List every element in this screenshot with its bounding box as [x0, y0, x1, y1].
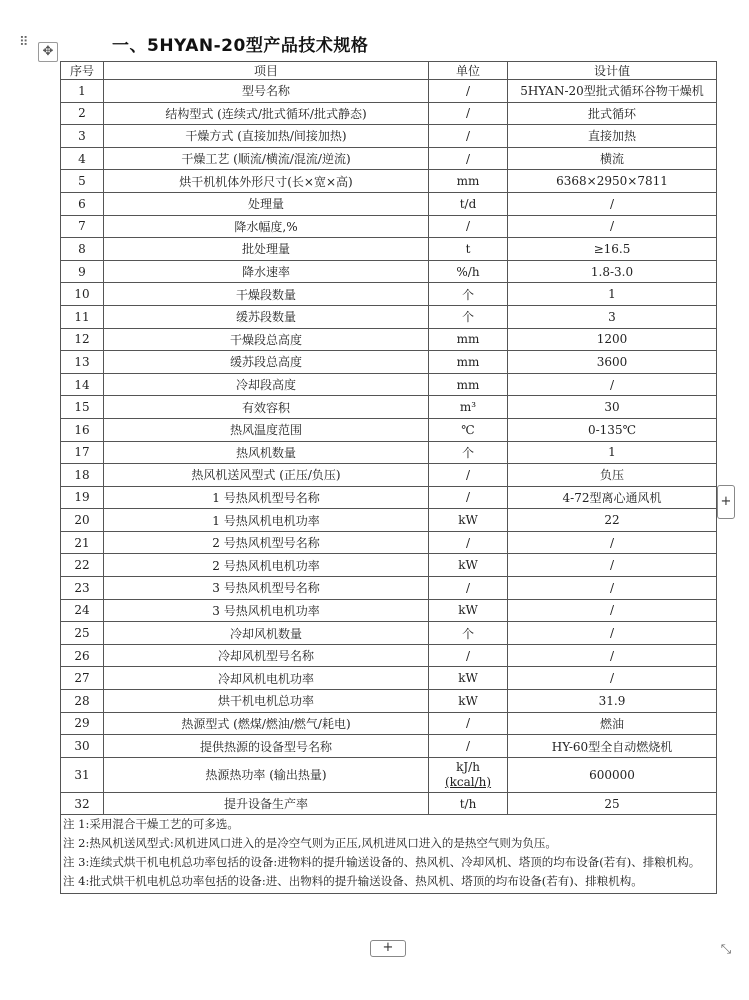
cell-value: 1200	[508, 328, 717, 351]
table-row	[61, 170, 717, 193]
cell-unit: t/d	[429, 192, 508, 215]
table-move-icon[interactable]: ✥	[38, 42, 58, 62]
table-body	[61, 80, 717, 758]
cell-no: 13	[61, 351, 104, 374]
cell-value: 直接加热	[508, 125, 717, 148]
cell-item: 提供热源的设备型号名称	[104, 735, 429, 758]
cell-no: 2	[61, 102, 104, 125]
cell-no: 6	[61, 192, 104, 215]
cell-unit: /	[429, 486, 508, 509]
table-row	[61, 418, 717, 441]
cell-item: 热风机送风型式 (正压/负压)	[104, 464, 429, 487]
add-row-button[interactable]: +	[370, 940, 406, 957]
cell-no: 27	[61, 667, 104, 690]
cell-item: 干燥段数量	[104, 283, 429, 306]
cell-unit: 个	[429, 441, 508, 464]
notes-cell	[61, 815, 717, 894]
cell-no: 18	[61, 464, 104, 487]
cell-value: /	[508, 215, 717, 238]
table-row	[61, 599, 717, 622]
cell-no: 21	[61, 531, 104, 554]
cell-value: 30	[508, 396, 717, 419]
table-row	[61, 147, 717, 170]
cell-item: 冷却风机型号名称	[104, 644, 429, 667]
cell-item: 1 号热风机电机功率	[104, 509, 429, 532]
cell-unit: /	[429, 712, 508, 735]
cell-value: /	[508, 644, 717, 667]
cell-value: 5HYAN-20型批式循环谷物干燥机	[508, 80, 717, 103]
cell-item: 提升设备生产率	[104, 792, 429, 815]
header-item: 项目	[104, 62, 429, 80]
cell-unit: m³	[429, 396, 508, 419]
cell-item: 烘干机电机总功率	[104, 690, 429, 713]
cell-unit: /	[429, 102, 508, 125]
unit-line-1: kJ/h	[456, 759, 480, 774]
table-row	[61, 712, 717, 735]
cell-item: 烘干机机体外形尺寸(长×宽×高)	[104, 170, 429, 193]
cell-unit: /	[429, 147, 508, 170]
cell-value: /	[508, 373, 717, 396]
cell-value: 31.9	[508, 690, 717, 713]
cell-no: 17	[61, 441, 104, 464]
cell-item: 热风机数量	[104, 441, 429, 464]
cell-no: 24	[61, 599, 104, 622]
cell-value: /	[508, 667, 717, 690]
cell-unit: ℃	[429, 418, 508, 441]
cell-item: 批处理量	[104, 238, 429, 261]
cell-unit: 个	[429, 622, 508, 645]
cell-no: 30	[61, 735, 104, 758]
cell-value: ≥16.5	[508, 238, 717, 261]
note-1: 注 1:采用混合干燥工艺的可多选。	[63, 817, 239, 832]
cell-value: 6368×2950×7811	[508, 170, 717, 193]
cell-unit: /	[429, 644, 508, 667]
table-resize-icon[interactable]: ⤡	[720, 942, 732, 957]
cell-value: 4-72型离心通风机	[508, 486, 717, 509]
cell-no: 11	[61, 305, 104, 328]
cell-unit: /	[429, 215, 508, 238]
cell-value: /	[508, 192, 717, 215]
cell-item: 干燥方式 (直接加热/间接加热)	[104, 125, 429, 148]
cell-no: 15	[61, 396, 104, 419]
cell-unit: t/h	[429, 792, 508, 815]
table-row	[61, 215, 717, 238]
cell-no: 7	[61, 215, 104, 238]
cell-no: 9	[61, 260, 104, 283]
table-row	[61, 125, 717, 148]
cell-item: 冷却段高度	[104, 373, 429, 396]
cell-item: 缓苏段数量	[104, 305, 429, 328]
cell-item: 热源型式 (燃煤/燃油/燃气/耗电)	[104, 712, 429, 735]
cell-no: 20	[61, 509, 104, 532]
cell-no: 16	[61, 418, 104, 441]
table-row	[61, 102, 717, 125]
cell-item: 结构型式 (连续式/批式循环/批式静态)	[104, 102, 429, 125]
table-row	[61, 644, 717, 667]
drag-handle-icon[interactable]: ⠿	[19, 35, 27, 50]
cell-unit: 个	[429, 283, 508, 306]
cell-unit: kW	[429, 667, 508, 690]
unit-line-2: (kcal/h)	[444, 774, 492, 789]
table-row	[61, 577, 717, 600]
table-row	[61, 509, 717, 532]
cell-unit: /	[429, 577, 508, 600]
cell-no: 31	[61, 757, 104, 792]
table-row	[61, 441, 717, 464]
cell-item: 2 号热风机型号名称	[104, 531, 429, 554]
cell-no: 23	[61, 577, 104, 600]
header-no: 序号	[61, 62, 104, 80]
cell-value: 3	[508, 305, 717, 328]
cell-unit: %/h	[429, 260, 508, 283]
table-row	[61, 735, 717, 758]
cell-value: 1	[508, 283, 717, 306]
cell-value: 25	[508, 792, 717, 815]
cell-unit: mm	[429, 328, 508, 351]
table-row	[61, 328, 717, 351]
cell-unit: mm	[429, 170, 508, 193]
table-row	[61, 464, 717, 487]
cell-unit: mm	[429, 351, 508, 374]
cell-no: 1	[61, 80, 104, 103]
cell-item: 干燥段总高度	[104, 328, 429, 351]
cell-item: 2 号热风机电机功率	[104, 554, 429, 577]
cell-no: 28	[61, 690, 104, 713]
cell-unit: t	[429, 238, 508, 261]
table-row	[61, 260, 717, 283]
cell-no: 19	[61, 486, 104, 509]
cell-item: 降水幅度,%	[104, 215, 429, 238]
cell-unit: /	[429, 464, 508, 487]
cell-unit: /	[429, 125, 508, 148]
cell-unit: /	[429, 735, 508, 758]
cell-no: 12	[61, 328, 104, 351]
cell-unit: /	[429, 531, 508, 554]
cell-value: 1	[508, 441, 717, 464]
note-3: 注 3:连续式烘干机电机总功率包括的设备:进物料的提升输送设备的、热风机、冷却风机、塔顶的均布设备(若有)、排粮机构。	[63, 855, 701, 870]
cell-item: 型号名称	[104, 80, 429, 103]
table-row	[61, 396, 717, 419]
table-row	[61, 238, 717, 261]
cell-no: 3	[61, 125, 104, 148]
add-column-button[interactable]: +	[717, 485, 735, 519]
cell-unit: kW	[429, 509, 508, 532]
table-row	[61, 305, 717, 328]
table-row	[61, 757, 717, 792]
cell-value: /	[508, 599, 717, 622]
cell-item: 3 号热风机型号名称	[104, 577, 429, 600]
cell-value: /	[508, 554, 717, 577]
table-row	[61, 486, 717, 509]
table-row	[61, 283, 717, 306]
cell-no: 14	[61, 373, 104, 396]
table-header-row	[61, 62, 717, 80]
cell-unit: mm	[429, 373, 508, 396]
notes-row	[61, 815, 717, 894]
cell-value: 0-135℃	[508, 418, 717, 441]
cell-unit: kW	[429, 554, 508, 577]
cell-value: 600000	[508, 757, 717, 792]
cell-value: /	[508, 531, 717, 554]
cell-value: 1.8-3.0	[508, 260, 717, 283]
cell-item: 降水速率	[104, 260, 429, 283]
cell-item: 冷却风机数量	[104, 622, 429, 645]
cell-value: 3600	[508, 351, 717, 374]
cell-value: /	[508, 622, 717, 645]
cell-no: 10	[61, 283, 104, 306]
cell-no: 5	[61, 170, 104, 193]
table-row	[61, 531, 717, 554]
table-row	[61, 351, 717, 374]
cell-value: HY-60型全自动燃烧机	[508, 735, 717, 758]
cell-item: 处理量	[104, 192, 429, 215]
cell-no: 29	[61, 712, 104, 735]
table-row	[61, 373, 717, 396]
cell-unit: /	[429, 80, 508, 103]
header-unit: 单位	[429, 62, 508, 80]
cell-no: 4	[61, 147, 104, 170]
table-row	[61, 554, 717, 577]
cell-no: 8	[61, 238, 104, 261]
cell-value: 批式循环	[508, 102, 717, 125]
cell-no: 22	[61, 554, 104, 577]
cell-unit: 个	[429, 305, 508, 328]
cell-item: 冷却风机电机功率	[104, 667, 429, 690]
cell-value: 22	[508, 509, 717, 532]
note-4: 注 4:批式烘干机电机总功率包括的设备:进、出物料的提升输送设备、热风机、塔顶的均布设备(若有)、排粮机构。	[63, 874, 643, 889]
cell-item: 热风温度范围	[104, 418, 429, 441]
cell-unit	[429, 757, 508, 792]
table-row	[61, 690, 717, 713]
cell-no: 26	[61, 644, 104, 667]
cell-item: 干燥工艺 (顺流/横流/混流/逆流)	[104, 147, 429, 170]
cell-unit: kW	[429, 599, 508, 622]
cell-item: 1 号热风机型号名称	[104, 486, 429, 509]
spec-table	[60, 61, 717, 894]
cell-no: 32	[61, 792, 104, 815]
note-2: 注 2:热风机送风型式:风机进风口进入的是冷空气则为正压,风机进风口进入的是热空气则为负压。	[63, 836, 557, 851]
cell-item: 热源热功率 (输出热量)	[104, 757, 429, 792]
cell-item: 缓苏段总高度	[104, 351, 429, 374]
table-row	[61, 192, 717, 215]
cell-value: 燃油	[508, 712, 717, 735]
cell-value: 横流	[508, 147, 717, 170]
cell-unit: kW	[429, 690, 508, 713]
cell-item: 3 号热风机电机功率	[104, 599, 429, 622]
table-row	[61, 80, 717, 103]
cell-no: 25	[61, 622, 104, 645]
page-title: 一、5HYAN-20型产品技术规格	[112, 36, 369, 56]
header-value: 设计值	[508, 62, 717, 80]
cell-value: /	[508, 577, 717, 600]
table-row	[61, 667, 717, 690]
cell-value: 负压	[508, 464, 717, 487]
table-row	[61, 622, 717, 645]
cell-item: 有效容积	[104, 396, 429, 419]
table-row	[61, 792, 717, 815]
